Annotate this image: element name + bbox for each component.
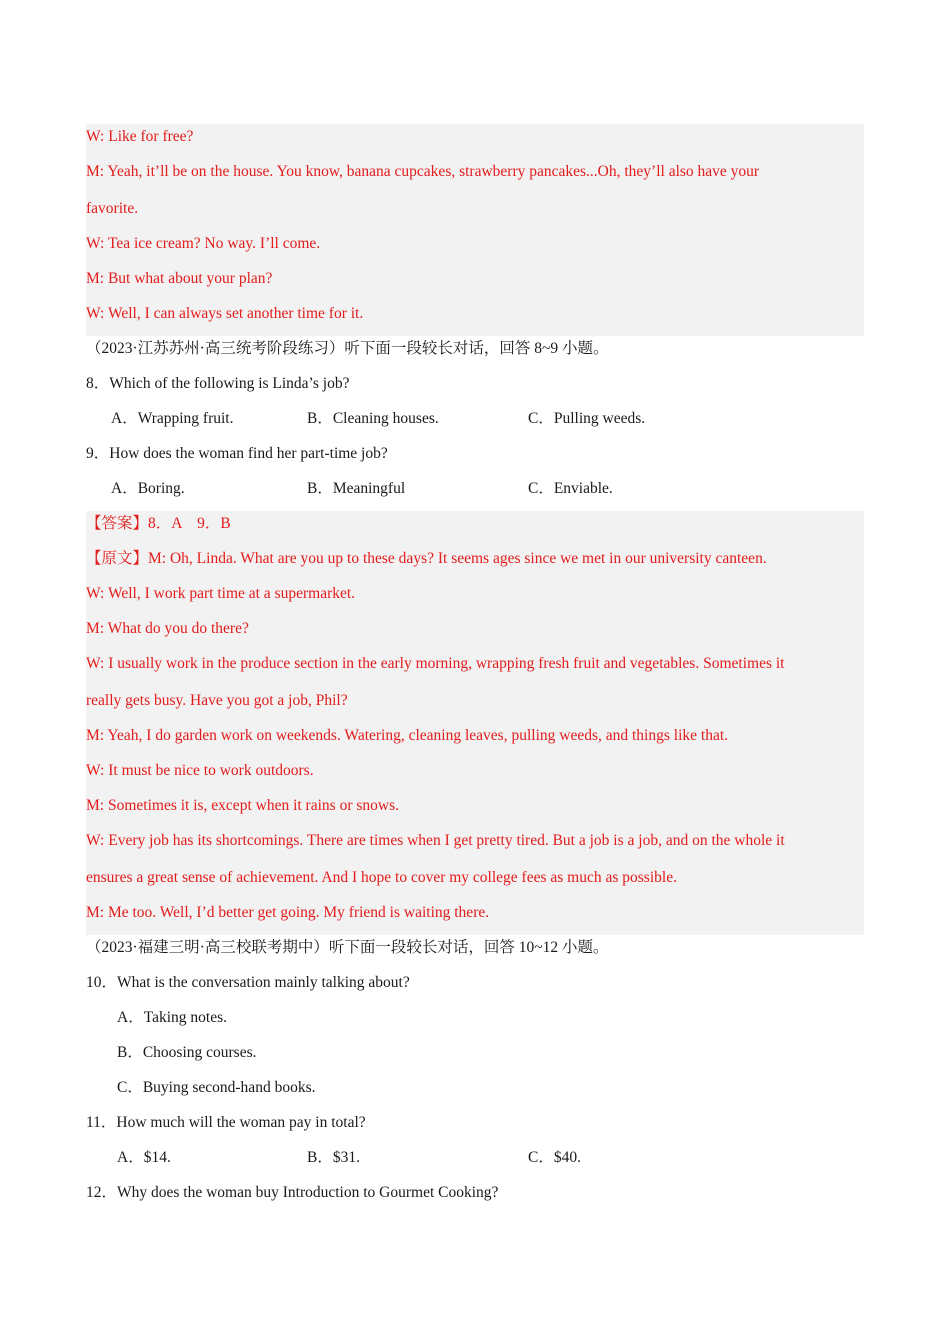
transcript-line: W: It must be nice to work outdoors.	[86, 762, 314, 779]
option-a: A．$14.	[117, 1149, 171, 1166]
option-b: B．Cleaning houses.	[307, 410, 439, 427]
section-intro: （2023·江苏苏州·高三统考阶段练习）听下面一段较长对话，回答 8~9 小题。	[86, 340, 609, 357]
transcript-line: W: I usually work in the produce section in the early morning, wrapping fresh fruit and vegetables. Sometimes it	[86, 655, 785, 672]
question-8: 8．Which of the following is Linda’s job?	[86, 375, 350, 392]
option-b: B．Choosing courses.	[117, 1044, 257, 1061]
transcript-line: W: Well, I work part time at a supermarket.	[86, 585, 356, 602]
transcript-line: M: Yeah, it’ll be on the house. You know, banana cupcakes, strawberry pancakes...Oh, they’ll also have your	[86, 163, 760, 180]
transcript-line: M: Me too. Well, I’d better get going. My friend is waiting there.	[86, 904, 490, 921]
transcript-line: W: Like for free?	[86, 128, 194, 145]
question-12: 12．Why does the woman buy Introduction to Gourmet Cooking?	[86, 1184, 499, 1201]
option-b: B．$31.	[307, 1149, 360, 1166]
transcript-line: M: Oh, Linda. What are you up to these days? It seems ages since we met in our university canteen.	[148, 550, 767, 567]
question-11: 11．How much will the woman pay in total?	[86, 1114, 366, 1131]
question-8-options	[86, 406, 864, 441]
original-line	[86, 546, 864, 581]
answer-text: 8．A 9．B	[148, 515, 231, 532]
option-c: C．Buying second-hand books.	[117, 1079, 316, 1096]
transcript-line: M: But what about your plan?	[86, 270, 273, 287]
question-9: 9．How does the woman find her part-time job?	[86, 445, 388, 462]
answer-tag: 【答案】	[86, 515, 149, 532]
transcript-line: M: Yeah, I do garden work on weekends. Watering, cleaning leaves, pulling weeds, and things like that.	[86, 727, 729, 744]
transcript-line: W: Tea ice cream? No way. I’ll come.	[86, 235, 321, 252]
transcript-block-1	[86, 124, 864, 336]
transcript-line: ensures a great sense of achievement. And I hope to cover my college fees as much as possible.	[86, 869, 677, 886]
option-a: A．Boring.	[111, 480, 185, 497]
option-c: C．$40.	[528, 1149, 581, 1166]
option-c: C．Pulling weeds.	[528, 410, 646, 427]
transcript-line: M: Sometimes it is, except when it rains or snows.	[86, 797, 399, 814]
transcript-line: M: What do you do there?	[86, 620, 249, 637]
option-a: A．Taking notes.	[117, 1009, 227, 1026]
option-a: A．Wrapping fruit.	[111, 410, 234, 427]
option-c: C．Enviable.	[528, 480, 613, 497]
option-b: B．Meaningful	[307, 480, 406, 497]
answer-line	[86, 511, 864, 546]
section-intro: （2023·福建三明·高三校联考期中）听下面一段较长对话，回答 10~12 小题。	[86, 939, 609, 956]
question-10: 10．What is the conversation mainly talking about?	[86, 974, 410, 991]
original-tag: 【原文】	[86, 550, 149, 567]
transcript-line: favorite.	[86, 200, 139, 217]
question-9-options	[86, 476, 864, 511]
transcript-line: W: Well, I can always set another time for it.	[86, 305, 364, 322]
document-page	[86, 124, 864, 1215]
transcript-line: really gets busy. Have you got a job, Phil?	[86, 692, 348, 709]
question-11-options	[86, 1145, 864, 1180]
transcript-line: W: Every job has its shortcomings. There are times when I get pretty tired. But a job is a job, and on the whole it	[86, 832, 785, 849]
answer-block	[86, 511, 864, 935]
